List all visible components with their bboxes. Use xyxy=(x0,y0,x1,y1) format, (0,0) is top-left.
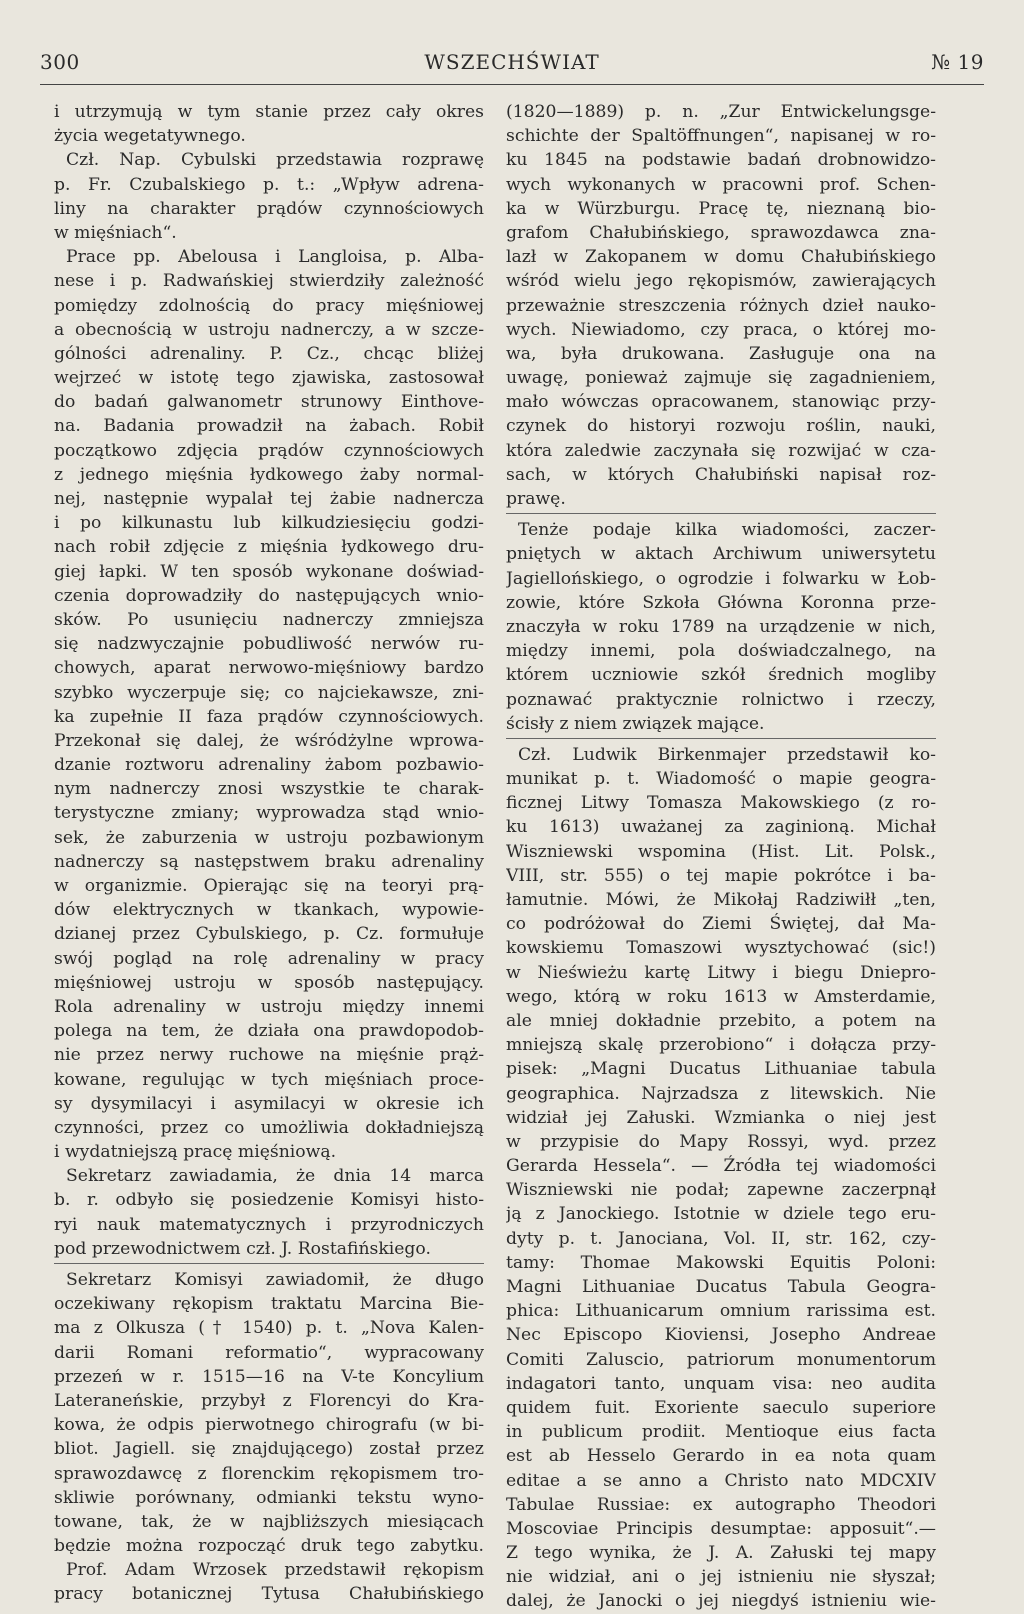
text-line: wych. Niewiadomo, czy praca, o której mo- xyxy=(506,319,936,340)
text-line: nie widział, ani o jej istnieniu nie słyszał; xyxy=(506,1567,936,1588)
text-line: i po kilkunastu lub kilkudziesięciu godzi- xyxy=(54,513,484,534)
left-column xyxy=(54,100,484,1607)
text-line: dzianej przez Cybulskiego, p. Cz. formułuje xyxy=(54,924,484,945)
text-line: b. r. odbyło się posiedzenie Komisyi histo- xyxy=(54,1190,484,1211)
text-line: dalej, że Janocki o jej niegdyś istnieniu wie- xyxy=(506,1591,936,1612)
text-line: a obecnością w ustroju nadnerczy, a w szcze- xyxy=(54,319,484,340)
text-line: skliwie porównany, odmianki tekstu wyno- xyxy=(54,1487,484,1508)
text-line: i utrzymują w tym stanie przez cały okres xyxy=(54,102,484,122)
text-line: darii Romani reformatio“, wypracowany xyxy=(54,1342,484,1363)
text-line: nese i p. Radwańskiej stwierdziły zależność xyxy=(54,271,484,292)
text-line: przeważnie streszczenia różnych dzieł nauko- xyxy=(506,295,936,316)
text-line: Jagiellońskiego, o ogrodzie i folwarku w Łob- xyxy=(506,568,936,589)
text-line: nadnerczy są następstwem braku adrenaliny xyxy=(54,851,484,872)
text-line: wa, była drukowana. Zasługuje ona na xyxy=(506,343,936,364)
text-line: Comiti Zaluscio, patriorum monumentorum xyxy=(506,1349,936,1370)
text-line: mięśniowej ustroju w sposób następujący. xyxy=(54,972,484,993)
text-line: Magni Lithuaniae Ducatus Tabula Geogra- xyxy=(506,1277,936,1297)
text-line: oczekiwany rękopism traktatu Marcina Bie- xyxy=(54,1294,484,1315)
text-line: sach, w których Chałubiński napisał roz- xyxy=(506,464,936,485)
text-line: czynek do historyi rozwoju roślin, nauki, xyxy=(506,416,936,437)
text-line: terystyczne zmiany; wyprowadza stąd wnio- xyxy=(54,803,484,824)
text-line: do badań galwanometr strunowy Einthove- xyxy=(54,392,484,413)
text-line: wego, którą w roku 1613 w Amsterdamie, xyxy=(506,986,936,1007)
text-line: wych wykonanych w pracowni prof. Schen- xyxy=(506,174,936,195)
text-line: tamy: Thomae Makowski Equitis Poloni: xyxy=(506,1252,936,1273)
text-line: Wiszniewski wspomina (Hist. Lit. Polsk., xyxy=(506,841,936,862)
text-line: ma z Olkusza († 1540) p. t. „Nova Kalen- xyxy=(54,1318,484,1339)
text-line: pod przewodnictwem czł. J. Rostafińskiego. xyxy=(54,1238,431,1259)
text-line: phica: Lithuanicarum omnium rarissima est. xyxy=(506,1301,936,1322)
text-line: ścisły z niem związek mające. xyxy=(506,713,765,734)
text-line: w mięśniach“. xyxy=(54,222,177,243)
text-line: ka zupełnie II faza prądów czynnościowych. xyxy=(54,706,484,727)
text-line: kowskiemu Tomaszowi wysztychować (sic!) xyxy=(506,938,936,959)
text-line: Moscoviae Principis desumptae: apposuit“.— xyxy=(506,1518,936,1539)
text-line: ryi nauk matematycznych i przyrodniczych xyxy=(54,1214,484,1235)
text-line: mało wówczas opracowanem, stanowiąc przy- xyxy=(506,392,936,413)
text-line: Rola adrenaliny w ustroju między innemi xyxy=(54,996,484,1017)
text-line: Wiszniewski nie podał; zapewne zaczerpnął xyxy=(506,1180,936,1201)
text-line: Nec Episcopo Kioviensi, Josepho Andreae xyxy=(506,1325,936,1346)
text-line: sy dysymilacyi i asymilacyi w okresie ich xyxy=(54,1093,484,1114)
text-line: ją z Janockiego. Istotnie w dziele tego eru- xyxy=(506,1204,936,1225)
text-line: uwagę, ponieważ zajmuje się zagadnieniem, xyxy=(506,368,936,389)
text-line: pracy botanicznej Tytusa Chałubińskiego xyxy=(54,1584,484,1605)
text-line: giej łapki. W ten sposób wykonane doświad- xyxy=(54,561,484,582)
text-line: indagatori tanto, unquam visa: neo audita xyxy=(506,1373,936,1394)
text-line: quidem fuit. Exoriente saeculo superiore xyxy=(506,1397,936,1418)
text-line: schichte der Spaltöffnungen“, napisanej w ro- xyxy=(506,126,936,147)
text-line: życia wegetatywnego. xyxy=(54,126,246,147)
text-line: którem uczniowie szkół średnich mogliby xyxy=(506,665,936,686)
text-line: towane, tak, że w najbliższych miesiącach xyxy=(54,1511,484,1532)
text-line: i wydatniejszą pracę mięśniową. xyxy=(54,1142,337,1163)
text-line: pisek: „Magni Ducatus Lithuaniae tabula xyxy=(506,1059,936,1080)
text-line: ficznej Litwy Tomasza Makowskiego (z ro- xyxy=(506,793,936,814)
right-column xyxy=(506,100,936,1614)
text-line: munikat p. t. Wiadomość o mapie geogra- xyxy=(506,769,936,790)
text-line: editae a se anno a Christo nato MDCXIV xyxy=(506,1470,936,1491)
text-line: szybko wyczerpuje się; co najciekawsze, zni- xyxy=(54,682,484,703)
text-line: (1820—1889) p. n. „Zur Entwickelungsge- xyxy=(506,102,936,122)
text-line: zowie, które Szkoła Główna Koronna prze- xyxy=(506,592,936,613)
text-line: Tenże podaje kilka wiadomości, zaczer- xyxy=(518,520,936,541)
text-line: się nadzwyczajnie pobudliwość nerwów ru- xyxy=(54,634,484,655)
text-line: Czł. Nap. Cybulski przedstawia rozprawę xyxy=(66,150,484,171)
text-line: wśród wielu jego rękopismów, zawierających xyxy=(506,271,936,292)
text-line: nie przez nerwy ruchowe na mięśnie prąż- xyxy=(54,1045,484,1066)
text-line: sek, że zaburzenia w ustroju pozbawionym xyxy=(54,827,484,848)
text-line: łamutnie. Mówi, że Mikołaj Radziwiłł „ten, xyxy=(506,890,936,910)
section-divider xyxy=(506,738,936,739)
text-line: znaczyła w roku 1789 na urządzenie w nich, xyxy=(506,616,936,637)
text-line: czenia doprowadziły do następujących wnio- xyxy=(54,585,484,606)
text-line: sprawozdawcę z florenckim rękopismem tro- xyxy=(54,1463,484,1484)
text-line: nym nadnerczy znosi wszystkie te charak- xyxy=(54,779,484,800)
text-line: kowane, regulując w tych mięśniach proce- xyxy=(54,1069,484,1090)
text-line: ku 1613) uważanej za zaginioną. Michał xyxy=(506,817,936,838)
text-line: widział jej Załuski. Wzmianka o niej jest xyxy=(506,1107,936,1128)
text-line: ku 1845 na podstawie badań drobnowidzo- xyxy=(506,150,936,171)
text-line: VIII, str. 555) o tej mapie pokrótce i ba- xyxy=(506,865,936,886)
text-line: Sekretarz zawiadamia, że dnia 14 marca xyxy=(66,1166,484,1187)
text-line: gólności adrenaliny. P. Cz., chcąc bliżej xyxy=(54,343,484,364)
text-line: co podróżował do Ziemi Świętej, dał Ma- xyxy=(506,914,936,935)
text-line: dyty p. t. Janociana, Vol. II, str. 162, czy- xyxy=(506,1228,936,1249)
text-line: Sekretarz Komisyi zawiadomił, że długo xyxy=(66,1270,484,1290)
text-line: chowych, aparat nerwowo-mięśniowy bardzo xyxy=(54,658,484,679)
issue-number: № 19 xyxy=(931,50,984,74)
section-divider xyxy=(54,1263,484,1264)
text-line: lazł w Zakopanem w domu Chałubińskiego xyxy=(506,247,936,268)
text-line: będzie można rozpocząć druk tego zabytku. xyxy=(54,1536,484,1557)
text-line: pomiędzy zdolnością do pracy mięśniowej xyxy=(54,295,484,316)
text-line: mniejszą skalę przerobiono“ i dołącza przy- xyxy=(506,1035,936,1056)
text-line: Tabulae Russiae: ex autographo Theodori xyxy=(506,1494,936,1515)
text-line: swój pogląd na rolę adrenaliny w pracy xyxy=(54,948,484,969)
text-line: Z tego wynika, że J. A. Załuski tej mapy xyxy=(506,1543,936,1564)
text-line: Gerarda Hessela“. — Źródła tej wiadomości xyxy=(506,1156,936,1177)
text-line: w Nieświeżu kartę Litwy i biegu Dniepro- xyxy=(506,962,936,983)
text-line: dów elektrycznych w tkankach, wypowie- xyxy=(54,900,484,921)
text-line: nach robił zdjęcie z mięśnia łydkowego dru- xyxy=(54,537,484,558)
text-line: polega na tem, że działa ona prawdopodob- xyxy=(54,1021,484,1042)
text-line: ale mniej dokładnie przebito, a potem na xyxy=(506,1010,936,1031)
text-line: grafom Chałubińskiego, sprawozdawca zna- xyxy=(506,222,936,243)
text-line: liny na charakter prądów czynnościowych xyxy=(54,198,484,219)
text-line: in publicum prodiit. Mentioque eius facta xyxy=(506,1422,936,1443)
text-line: Prof. Adam Wrzosek przedstawił rękopism xyxy=(66,1560,484,1581)
text-line: kowa, że odpis pierwotnego chirografu (w bi- xyxy=(54,1415,484,1436)
text-line: nej, następnie wypalał tej żabie nadnercza xyxy=(54,489,484,509)
text-line: sków. Po usunięciu nadnerczy zmniejsza xyxy=(54,609,484,630)
text-line: est ab Hesselo Gerardo in ea nota quam xyxy=(506,1446,936,1467)
text-line: przezeń w r. 1515—16 na V-te Koncylium xyxy=(54,1366,484,1387)
text-line: p. Fr. Czubalskiego p. t.: „Wpływ adrena- xyxy=(54,174,484,195)
text-line: która zaledwie zaczynała się rozwijać w cza- xyxy=(506,440,936,461)
text-line: w organizmie. Opierając się na teoryi prą- xyxy=(54,876,484,896)
text-line: poznawać praktycznie rolnictwo i rzeczy, xyxy=(506,689,936,710)
page-header xyxy=(40,42,984,82)
text-line: ka w Würzburgu. Pracę tę, nieznaną bio- xyxy=(506,198,936,219)
journal-title: WSZECHŚWIAT xyxy=(424,50,600,74)
text-line: początkowo zdjęcia prądów czynnościowych xyxy=(54,440,484,461)
text-line: Czł. Ludwik Birkenmajer przedstawił ko- xyxy=(518,744,936,765)
text-line: czynności, przez co umożliwia dokładniejszą xyxy=(54,1117,484,1138)
text-line: Przekonał się dalej, że wśródżylne wprowa- xyxy=(54,730,484,751)
page-number: 300 xyxy=(40,50,80,74)
text-line: bliot. Jagiell. się znajdującego) został przez xyxy=(54,1439,484,1460)
text-line: pniętych w aktach Archiwum uniwersytetu xyxy=(506,544,936,565)
text-line: Prace pp. Abelousa i Langloisa, p. Alba- xyxy=(66,247,484,268)
section-divider xyxy=(506,513,936,514)
text-line: wejrzeć w istotę tego zjawiska, zastosował xyxy=(54,368,484,389)
text-line: geographica. Najrzadsza z litewskich. Nie xyxy=(506,1083,936,1104)
text-line: na. Badania prowadził na żabach. Robił xyxy=(54,416,484,437)
text-line: Lateraneńskie, przybył z Florencyi do Kra- xyxy=(54,1390,484,1411)
text-line: dzanie roztworu adrenaliny żabom pozbawio- xyxy=(54,755,484,776)
header-rule xyxy=(40,84,984,85)
text-line: prawę. xyxy=(506,489,566,509)
text-line: w przypisie do Mapy Rossyi, wyd. przez xyxy=(506,1131,936,1152)
text-line: z jednego mięśnia łydkowego żaby normal- xyxy=(54,464,484,485)
text-line: między innemi, pola doświadczalnego, na xyxy=(506,641,936,662)
